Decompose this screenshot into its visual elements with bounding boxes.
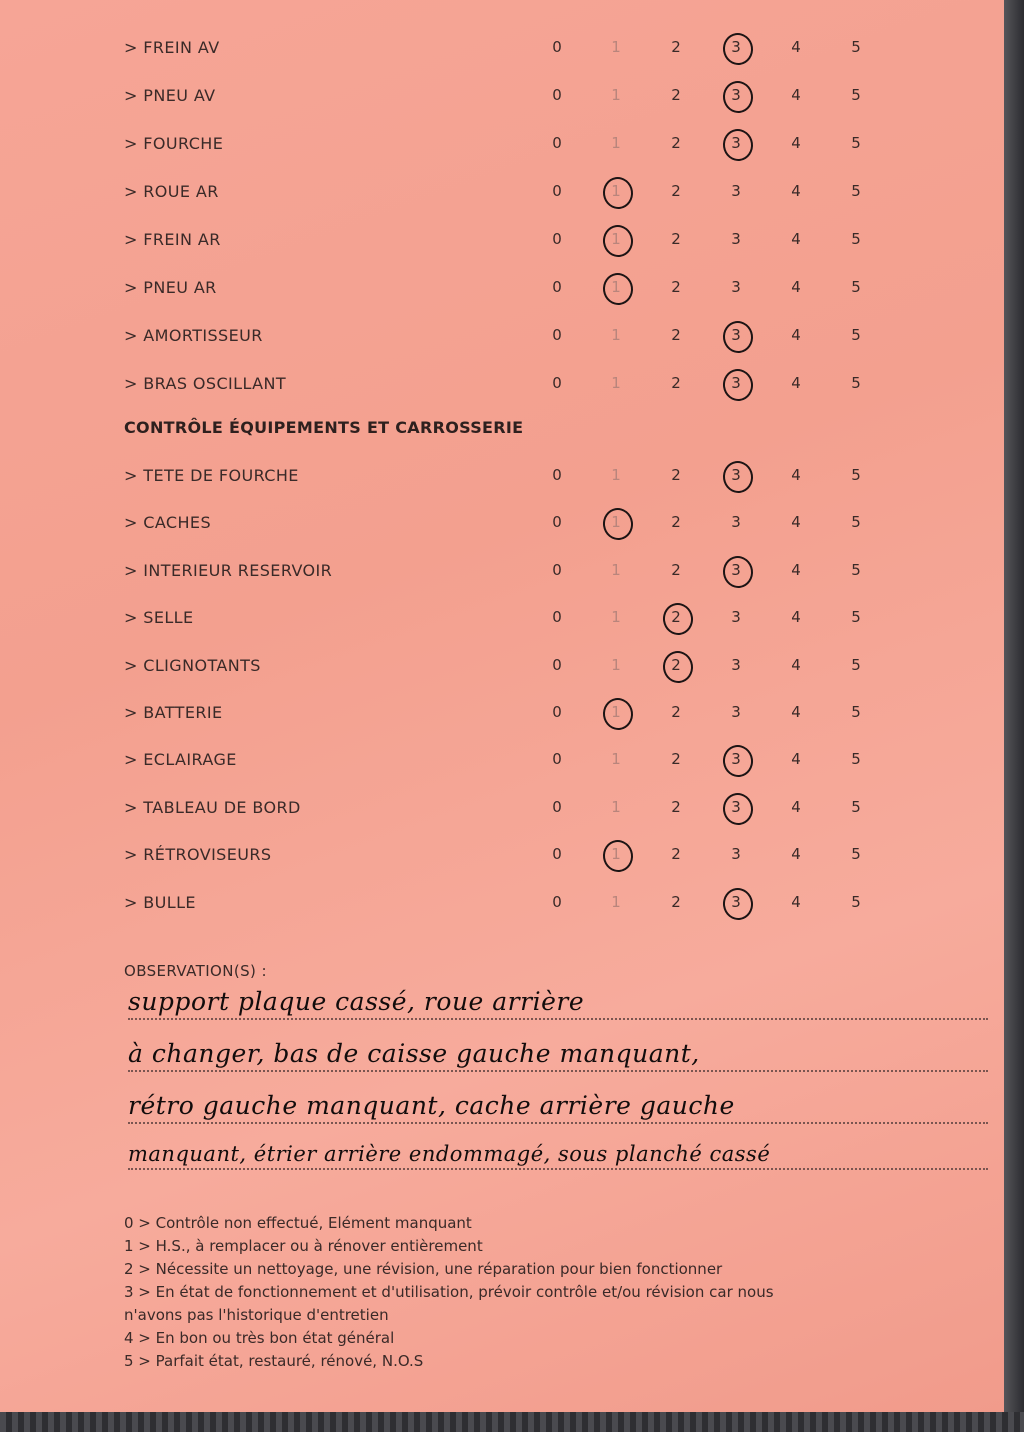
score-option-selected[interactable]: 1 <box>601 703 631 721</box>
score-option[interactable]: 2 <box>671 560 681 579</box>
legend-item: 1 > H.S., à remplacer ou à rénover entièrement <box>124 1237 483 1255</box>
score-option[interactable]: 3 <box>731 513 741 532</box>
score-option[interactable]: 0 <box>552 374 562 392</box>
score-option[interactable]: 3 <box>731 845 741 864</box>
score-option[interactable]: 3 <box>731 278 741 296</box>
score-option[interactable]: 4 <box>791 38 801 56</box>
rating-row <box>0 274 1004 304</box>
score-option[interactable]: 2 <box>671 513 681 532</box>
score-option[interactable]: 4 <box>791 797 801 816</box>
score-option[interactable]: 1 <box>611 750 621 769</box>
score-option[interactable]: 0 <box>552 655 562 674</box>
legend-item: 3 > En état de fonctionnement et d'utilisation, prévoir contrôle et/ou révision car nous <box>124 1283 774 1301</box>
rating-row-label: > ECLAIRAGE <box>124 750 237 770</box>
rating-row-label: > TABLEAU DE BORD <box>124 797 301 817</box>
score-option-selected[interactable]: 1 <box>601 278 631 296</box>
rating-row-label: > CLIGNOTANTS <box>124 655 261 675</box>
score-option[interactable]: 4 <box>791 182 801 200</box>
rating-row-label: > BATTERIE <box>124 703 223 722</box>
score-option[interactable]: 4 <box>791 374 801 392</box>
score-option[interactable]: 0 <box>552 513 562 532</box>
rating-row-label: > ROUE AR <box>124 182 219 201</box>
rating-row <box>0 699 1004 729</box>
score-option[interactable]: 4 <box>791 845 801 864</box>
score-option[interactable]: 2 <box>671 797 681 816</box>
score-option-selected[interactable]: 3 <box>721 466 751 484</box>
score-option[interactable]: 2 <box>671 278 681 296</box>
rating-row <box>0 509 1004 539</box>
score-option[interactable]: 1 <box>611 86 621 104</box>
rating-row-label: > SELLE <box>124 608 194 628</box>
rating-row <box>0 889 1004 919</box>
rating-row <box>0 462 1004 492</box>
score-option[interactable]: 3 <box>731 703 741 721</box>
score-option[interactable]: 0 <box>552 230 562 248</box>
rating-row <box>0 370 1004 400</box>
score-option[interactable]: 5 <box>851 750 861 769</box>
section-title: CONTRÔLE ÉQUIPEMENTS ET CARROSSERIE <box>124 418 524 437</box>
score-option[interactable]: 5 <box>851 560 861 579</box>
score-option[interactable]: 2 <box>671 703 681 721</box>
score-option-selected[interactable]: 1 <box>601 845 631 863</box>
score-option[interactable]: 4 <box>791 655 801 674</box>
score-option-selected[interactable]: 3 <box>721 134 751 152</box>
score-option[interactable]: 5 <box>851 845 861 864</box>
score-option[interactable]: 5 <box>851 374 861 392</box>
observation-line <box>128 1128 988 1170</box>
rating-row-label: > CACHES <box>124 513 211 533</box>
score-option[interactable]: 2 <box>671 845 681 864</box>
score-option-selected[interactable]: 2 <box>661 608 691 626</box>
score-option[interactable]: 5 <box>851 182 861 200</box>
legend-item: 4 > En bon ou très bon état général <box>124 1329 395 1347</box>
score-option-selected[interactable]: 3 <box>721 561 751 579</box>
score-option[interactable]: 2 <box>671 892 681 911</box>
score-option[interactable]: 0 <box>552 326 562 344</box>
score-option[interactable]: 5 <box>851 134 861 152</box>
score-option[interactable]: 2 <box>671 134 681 152</box>
score-option[interactable]: 2 <box>671 230 681 248</box>
legend-item: 0 > Contrôle non effectué, Elément manquant <box>124 1214 472 1232</box>
rating-row <box>0 794 1004 824</box>
score-option[interactable]: 5 <box>851 230 861 248</box>
score-option[interactable]: 5 <box>851 608 861 627</box>
score-option[interactable]: 2 <box>671 326 681 344</box>
score-option[interactable]: 2 <box>671 750 681 769</box>
score-option[interactable]: 0 <box>552 278 562 296</box>
score-option-selected[interactable]: 1 <box>601 513 631 531</box>
score-option[interactable]: 1 <box>611 608 621 627</box>
observation-line <box>128 1030 988 1072</box>
score-option[interactable]: 4 <box>791 86 801 104</box>
rating-row-label: > RÉTROVISEURS <box>124 845 272 865</box>
score-option[interactable]: 4 <box>791 466 801 484</box>
score-option-selected[interactable]: 3 <box>721 326 751 344</box>
rating-row-label: > PNEU AV <box>124 86 216 105</box>
score-option[interactable]: 4 <box>791 134 801 152</box>
score-option-selected[interactable]: 3 <box>721 750 751 768</box>
score-option[interactable]: 5 <box>851 703 861 721</box>
score-option[interactable]: 1 <box>611 134 621 152</box>
score-option[interactable]: 5 <box>851 513 861 532</box>
score-option[interactable]: 5 <box>851 466 861 484</box>
rating-row <box>0 557 1004 587</box>
score-option[interactable]: 1 <box>611 655 621 674</box>
score-option-selected[interactable]: 2 <box>661 656 691 674</box>
score-option-selected[interactable]: 1 <box>601 182 631 200</box>
score-option[interactable]: 0 <box>552 892 562 911</box>
score-option[interactable]: 1 <box>611 38 621 56</box>
score-option-selected[interactable]: 3 <box>721 798 751 816</box>
rating-row <box>0 652 1004 682</box>
score-option-selected[interactable]: 3 <box>721 38 751 56</box>
rating-row-label: > AMORTISSEUR <box>124 326 263 345</box>
score-option[interactable]: 1 <box>611 560 621 579</box>
observation-text: à changer, bas de caisse gauche manquant, <box>128 1039 700 1068</box>
rating-row-label: > TETE DE FOURCHE <box>124 466 299 485</box>
score-option[interactable]: 4 <box>791 278 801 296</box>
observation-line <box>128 1082 988 1124</box>
score-option[interactable]: 5 <box>851 86 861 104</box>
rating-row <box>0 604 1004 634</box>
score-option[interactable]: 2 <box>671 182 681 200</box>
score-option[interactable]: 4 <box>791 230 801 248</box>
score-option[interactable]: 0 <box>552 845 562 864</box>
score-option[interactable]: 0 <box>552 560 562 579</box>
score-option[interactable]: 4 <box>791 703 801 721</box>
score-option[interactable]: 4 <box>791 560 801 579</box>
score-option[interactable]: 2 <box>671 466 681 484</box>
score-option[interactable]: 3 <box>731 182 741 200</box>
rating-row <box>0 322 1004 352</box>
score-option[interactable]: 2 <box>671 374 681 392</box>
observation-text: manquant, étrier arrière endommagé, sous planché cassé <box>128 1142 771 1166</box>
score-option[interactable]: 2 <box>671 38 681 56</box>
rating-row-label: > BULLE <box>124 892 196 912</box>
score-option[interactable]: 1 <box>611 466 621 484</box>
rating-row-label: > BRAS OSCILLANT <box>124 374 287 393</box>
score-option[interactable]: 5 <box>851 326 861 344</box>
rating-row-label: > FREIN AR <box>124 230 221 249</box>
rating-row <box>0 226 1004 256</box>
rating-row-label: > FREIN AV <box>124 38 220 57</box>
score-option[interactable]: 0 <box>552 182 562 200</box>
score-option[interactable]: 3 <box>731 655 741 674</box>
score-option-selected[interactable]: 1 <box>601 230 631 248</box>
score-option[interactable]: 4 <box>791 892 801 911</box>
score-option[interactable]: 1 <box>611 797 621 816</box>
score-option[interactable]: 0 <box>552 797 562 816</box>
score-option[interactable]: 5 <box>851 655 861 674</box>
observations-title: OBSERVATION(S) : <box>124 962 267 980</box>
score-option[interactable]: 3 <box>731 608 741 627</box>
score-option[interactable]: 2 <box>671 86 681 104</box>
rating-row <box>0 841 1004 871</box>
rating-row-label: > PNEU AR <box>124 278 217 297</box>
score-option[interactable]: 5 <box>851 38 861 56</box>
rating-row <box>0 178 1004 208</box>
legend-item: n'avons pas l'historique d'entretien <box>124 1306 389 1324</box>
score-option[interactable]: 1 <box>611 374 621 392</box>
rating-row <box>0 82 1004 112</box>
score-option[interactable]: 4 <box>791 750 801 769</box>
score-option[interactable]: 1 <box>611 892 621 911</box>
score-option[interactable]: 0 <box>552 86 562 104</box>
score-option[interactable]: 0 <box>552 750 562 769</box>
score-option-selected[interactable]: 3 <box>721 86 751 104</box>
rating-row <box>0 34 1004 64</box>
score-option[interactable]: 5 <box>851 797 861 816</box>
score-option-selected[interactable]: 3 <box>721 374 751 392</box>
legend-item: 2 > Nécessite un nettoyage, une révision, une réparation pour bien fonctionner <box>124 1260 723 1278</box>
legend-item: 5 > Parfait état, restauré, rénové, N.O.S <box>124 1352 424 1370</box>
score-option[interactable]: 5 <box>851 892 861 911</box>
score-option[interactable]: 0 <box>552 703 562 721</box>
score-option[interactable]: 0 <box>552 466 562 484</box>
score-option[interactable]: 4 <box>791 608 801 627</box>
rating-row <box>0 130 1004 160</box>
score-option-selected[interactable]: 3 <box>721 893 751 911</box>
score-option[interactable]: 4 <box>791 513 801 532</box>
score-option[interactable]: 0 <box>552 608 562 627</box>
score-option[interactable]: 0 <box>552 38 562 56</box>
rating-row-label: > FOURCHE <box>124 134 224 153</box>
score-option[interactable]: 3 <box>731 230 741 248</box>
observation-line <box>128 978 988 1020</box>
binder-edge <box>0 1412 1024 1432</box>
binder-edge <box>1004 0 1024 1432</box>
score-option[interactable]: 4 <box>791 326 801 344</box>
rating-row-label: > INTERIEUR RESERVOIR <box>124 560 333 580</box>
score-option[interactable]: 5 <box>851 278 861 296</box>
observation-text: support plaque cassé, roue arrière <box>128 987 585 1016</box>
observation-text: rétro gauche manquant, cache arrière gauche <box>128 1091 735 1120</box>
rating-row <box>0 746 1004 776</box>
score-option[interactable]: 0 <box>552 134 562 152</box>
score-option[interactable]: 1 <box>611 326 621 344</box>
